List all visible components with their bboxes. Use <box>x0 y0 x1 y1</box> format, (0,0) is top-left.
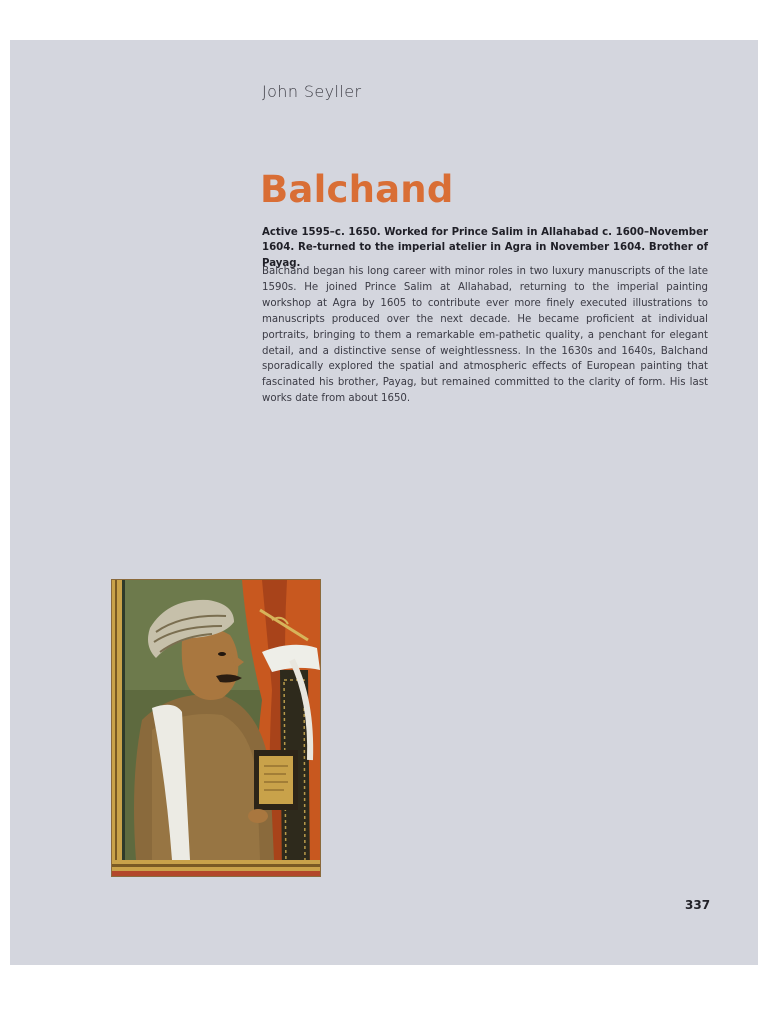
page-number: 337 <box>685 898 711 912</box>
author-name: John Seyller <box>262 82 362 101</box>
lead-paragraph: Active 1595–c. 1650. Worked for Prince Salim in Allahabad c. 1600–November 1604. Re-turned to the imperial atelier in Agra in November 1604. Brother of Payag. <box>262 227 708 269</box>
portrait-painting <box>112 580 320 876</box>
body-paragraph: Balchand began his long career with minor roles in two luxury manuscripts of the late 1590s. He joined Prince Salim at Allahabad, returning to the imperial painting workshop at Agra by 1605 to contribute ever more finely executed illustrations to manuscripts produced over the next decade. He became proficient at individual portraits, bringing to them a remarkable em-pathetic quality, a penchant for elegant detail, and a distinctive sense of weightlessness. In the 1630s and 1640s, Balchand sporadically explored the spatial and atmospheric effects of European painting that fascinated his brother, Payag, but remained committed to the clarity of form. His last works date from about 1650. <box>262 266 708 405</box>
article-title: Balchand <box>260 168 454 211</box>
book-page <box>10 40 758 965</box>
